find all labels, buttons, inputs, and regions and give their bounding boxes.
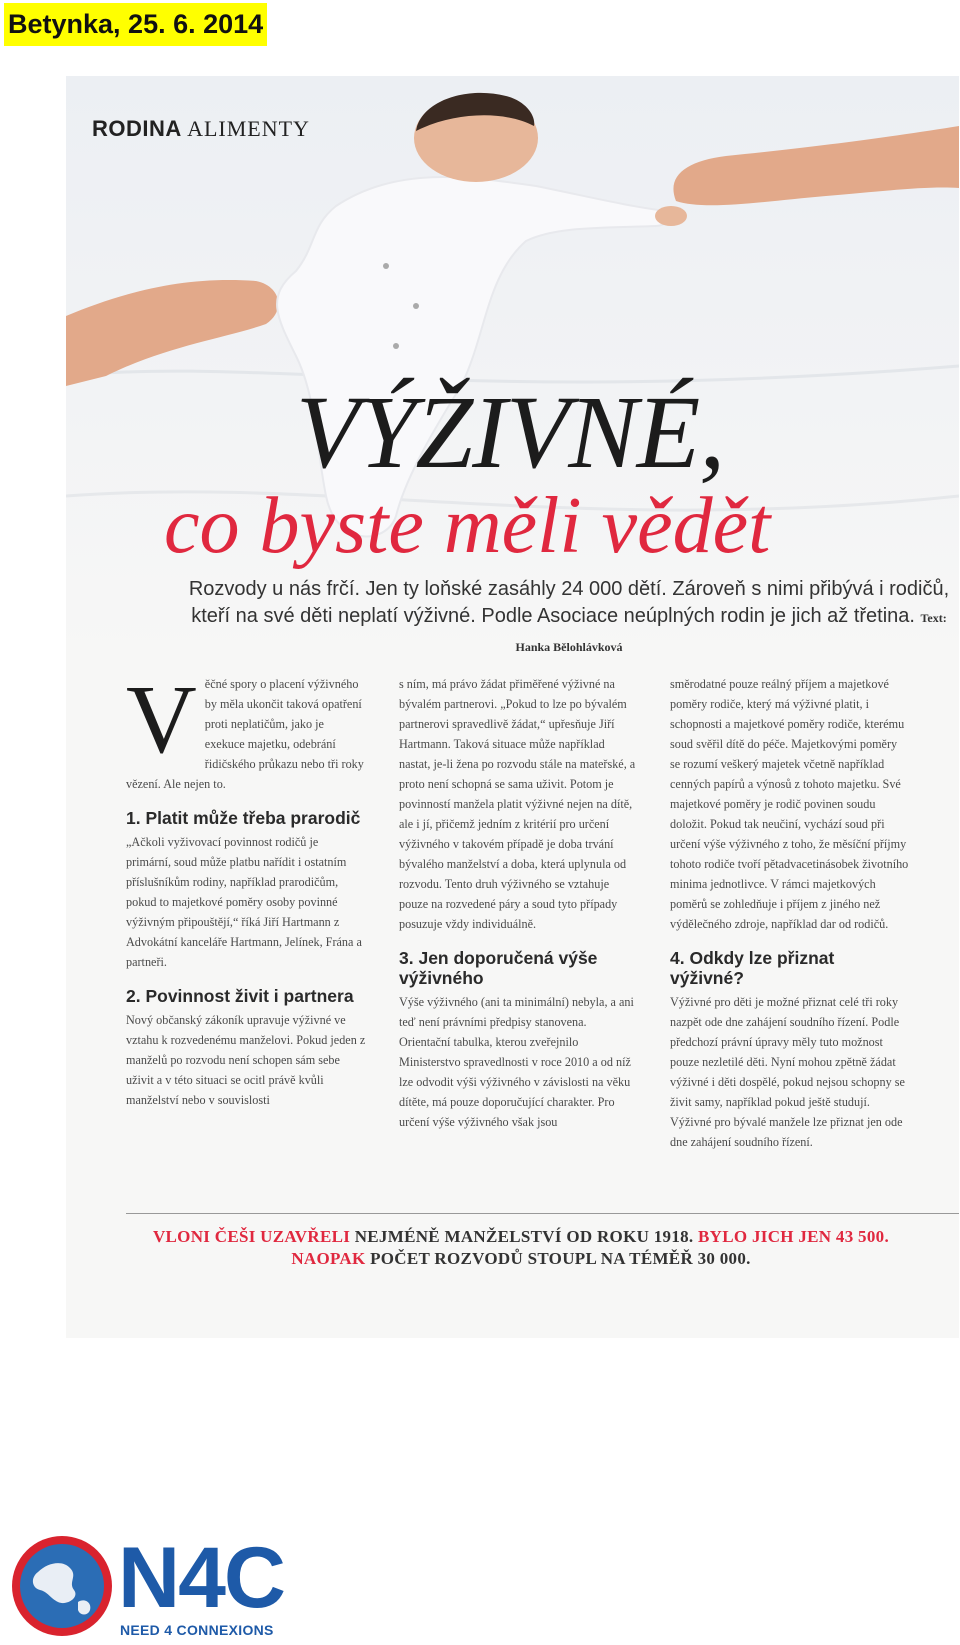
lead-text: Rozvody u nás frčí. Jen ty loňské zasáhly 24 000 dětí. Zároveň s nimi přibývá i rodičů, kteří na své děti neplatí výživné. Podle Asociace neúplných rodin je jich až třetina. (188, 578, 950, 627)
paragraph-1: „Ačkoli vyživovací povinnost rodičů je primární, soud může platbu nařídit i ostatním příslušníkům rodiny, například prarodičům, pokud to majetkové poměry osoby povinné výživným připouštějí,“ říká Jiří Hartmann z Advokátní kanceláře Hartmann, Jelínek, Frána a partneři. (126, 835, 362, 969)
paragraph-3: Výše výživného (ani ta minimální) nebyla, a ani teď není právními předpisy stanovena. Orientační tabulka, kterou zveřejnilo Ministerstvo spravedlnosti v roce 2010 a od níž lze odvodit výši výživného v závislosti na věku dítěte, má pouze doporučující charakter. Pro určení výše výživného však jsou (399, 995, 634, 1129)
fact-banner (126, 1226, 916, 1270)
banner-red-2: BYLO JICH JEN 43 500. NAOPAK (291, 1227, 890, 1268)
section-label-light: ALIMENTY (187, 116, 310, 141)
paragraph-3-continued: směrodatné pouze reálný příjem a majetkové poměry rodiče, který má výživné platit, i schopnosti a majetkové poměry rodiče, kterému soud svěřil dítě do péče. Majetkovými poměry se rozumí veškerý majetek včetně například cenných papírů a výnosů z tohoto majetku. Své majetkové poměry je rodič povinen soudu doložit. Pokud tak neučiní, vychází soud při určení výše výživného z toho, že měsíční příjmy tohoto rodiče tvoří pětadvacetinásobek životního minima jednotlivce. V rámci majetkových poměrů se zohledňuje i příjem z jiného než výdělečného zdroje, například dar od rodičů. (670, 677, 909, 931)
heading-4: 4. Odkdy lze přiznat výživné? (670, 948, 835, 988)
globe-icon (8, 1532, 118, 1640)
paragraph-4: Výživné pro děti je možné přiznat celé tři roky nazpět ode dne zahájení soudního řízení. Podle předchozí právní úpravy měly tuto možnost pouze nezletilé děti. Nyní mohou zpětně žádat výživné i děti dospělé, pokud nejsou schopny se živit samy, například pokud ještě studují. Výživné pro bývalé manžele lze přiznat jen ode dne zahájení soudního řízení. (670, 995, 905, 1149)
logo-tagline: NEED 4 CONNEXIONS (120, 1622, 274, 1638)
banner-dark-1: NEJMÉNĚ MANŽELSTVÍ OD ROKU 1918. (354, 1227, 694, 1246)
byline: Text: Hanka Bělohlávková (515, 611, 947, 654)
paragraph-2: Nový občanský zákoník upravuje výživné ve vztahu k rozvedenému manželovi. Pokud jeden z manželů po rozvodu není schopen sám sebe uživit a v této situaci se ocitl právě kvůli manželství nebo v souvislosti (126, 1013, 366, 1107)
lead-paragraph (174, 576, 959, 661)
column-2 (399, 674, 639, 1132)
column-3 (670, 674, 910, 1152)
intro-text: ěčné spory o placení výživného by měla ukončit taková opatření proti neplatičům, jako je exekuce majetku, odebrání řidičského průkazu nebo tři roky vězení. Ale nejen to. (126, 677, 364, 791)
divider-line (126, 1213, 959, 1214)
paragraph-2-continued: s ním, má právo žádat přiměřené výživné na bývalém partnerovi. „Pokud to lze po bývalém partnerovi spravedlivě žádat,“ upřesňuje Jiří Hartmann. Taková situace může například nastat, je-li žena po rozvodu stále na mateřské, a proto není schopná se sama uživit. Potom je povinností manžela platit výživné nejen na dítě, ale i jí, přičemž jedním z kritérií pro určení výživného v takovém případě je doba trvání bývalého manželství a doba, která uplynula od rozvodu. Tento druh výživného se vztahuje pouze na rozvedené páry a soud tyto případy posuzuje vždy individuálně. (399, 677, 636, 931)
banner-red-1: VLONI ČEŠI UZAVŘELI (152, 1227, 351, 1246)
magazine-page (66, 76, 959, 1338)
date-label: Betynka, 25. 6. 2014 (4, 3, 267, 46)
heading-3: 3. Jen doporučená výše výživného (399, 948, 598, 988)
section-label (92, 116, 310, 142)
drop-cap: V (126, 666, 197, 774)
article-subtitle: co byste měli vědět (164, 482, 771, 570)
banner-dark-2: POČET ROZVODŮ STOUPL NA TÉMĚŘ 30 000. (370, 1249, 751, 1268)
heading-1: 1. Platit může třeba prarodič (126, 808, 361, 828)
article-title: VÝŽIVNÉ, (296, 375, 725, 490)
column-1 (126, 666, 366, 1110)
logo-wordmark: N4C (118, 1530, 285, 1626)
heading-2: 2. Povinnost živit i partnera (126, 986, 354, 1006)
section-label-bold: RODINA (92, 116, 182, 141)
